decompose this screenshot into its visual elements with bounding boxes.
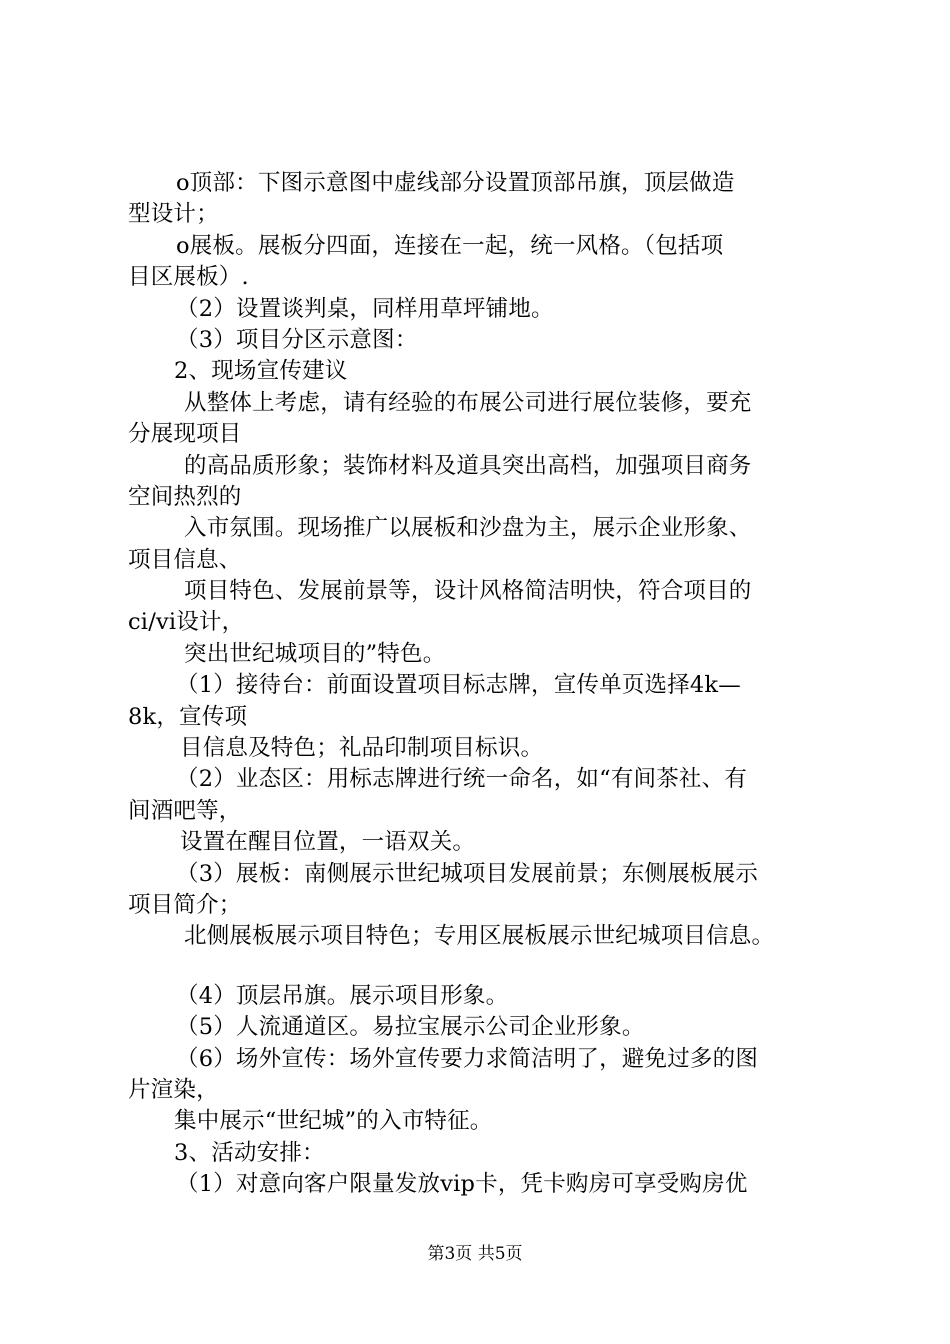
- paragraph-line: 项目简介；: [128, 891, 242, 918]
- paragraph-line: ci/vi设计，: [128, 609, 245, 636]
- paragraph-line: 项目特色、发展前景等，设计风格简洁明快，符合项目的: [184, 578, 752, 605]
- paragraph-line: 的高品质形象；装饰材料及道具突出高档，加强项目商务: [184, 452, 752, 479]
- paragraph-line: （3）项目分区示意图：: [176, 326, 418, 353]
- paragraph-line: 入市氛围。现场推广以展板和沙盘为主，展示企业形象、: [184, 515, 752, 542]
- paragraph-line: （2）业态区：用标志牌进行统一命名，如“有间茶社、有: [176, 766, 748, 793]
- paragraph-line: （6）场外宣传：场外宣传要力求简洁明了，避免过多的图: [176, 1045, 759, 1072]
- paragraph-line: o顶部：下图示意图中虚线部分设置顶部吊旗，顶层做造: [176, 170, 735, 196]
- paragraph-line: （5）人流通道区。易拉宝展示公司企业形象。: [176, 1014, 645, 1041]
- paragraph-line: （1）接待台：前面设置项目标志牌，宣传单页选择4k—: [176, 672, 741, 699]
- paragraph-line: 型设计；: [128, 201, 219, 228]
- paragraph-line: 从整体上考虑，请有经验的布展公司进行展位装修，要充: [184, 389, 752, 416]
- paragraph-line: 8k，宣传项: [128, 703, 248, 730]
- paragraph-line: 分展现项目: [128, 421, 242, 448]
- paragraph-line: 设置在醒目位置，一语双关。: [180, 829, 476, 856]
- paragraph-line: 间酒吧等，: [128, 797, 242, 824]
- paragraph-line: 空间热烈的: [128, 483, 242, 510]
- document-body: [128, 168, 838, 1201]
- paragraph-gap: [128, 953, 838, 981]
- paragraph-line: （4）顶层吊旗。展示项目形象。: [176, 982, 509, 1009]
- paragraph-line: （3）展板：南侧展示世纪城项目发展前景；东侧展板展示: [176, 860, 759, 887]
- page-footer: 第3页 共5页: [427, 1244, 523, 1264]
- paragraph-line: 集中展示“世纪城”的入市特征。: [174, 1108, 493, 1135]
- paragraph-line: 目信息及特色；礼品印制项目标识。: [180, 735, 544, 762]
- paragraph-line: 目区展板）.: [128, 264, 249, 291]
- paragraph-line: （1）对意向客户限量发放vip卡，凭卡购房可享受购房优: [176, 1171, 748, 1198]
- paragraph-line: （2）设置谈判桌，同样用草坪铺地。: [176, 295, 554, 322]
- paragraph-line: 片渲染，: [128, 1076, 219, 1103]
- section-heading: 2、现场宣传建议: [174, 358, 348, 385]
- section-heading: 3、活动安排：: [174, 1139, 325, 1166]
- paragraph-line: 项目信息、: [128, 546, 242, 573]
- paragraph-line: 北侧展板展示项目特色；专用区展板展示世纪城项目信息。: [184, 923, 775, 950]
- paragraph-line: 突出世纪城项目的”特色。: [184, 640, 446, 667]
- paragraph-line: o展板。展板分四面，连接在一起，统一风格。（包括项: [176, 232, 724, 259]
